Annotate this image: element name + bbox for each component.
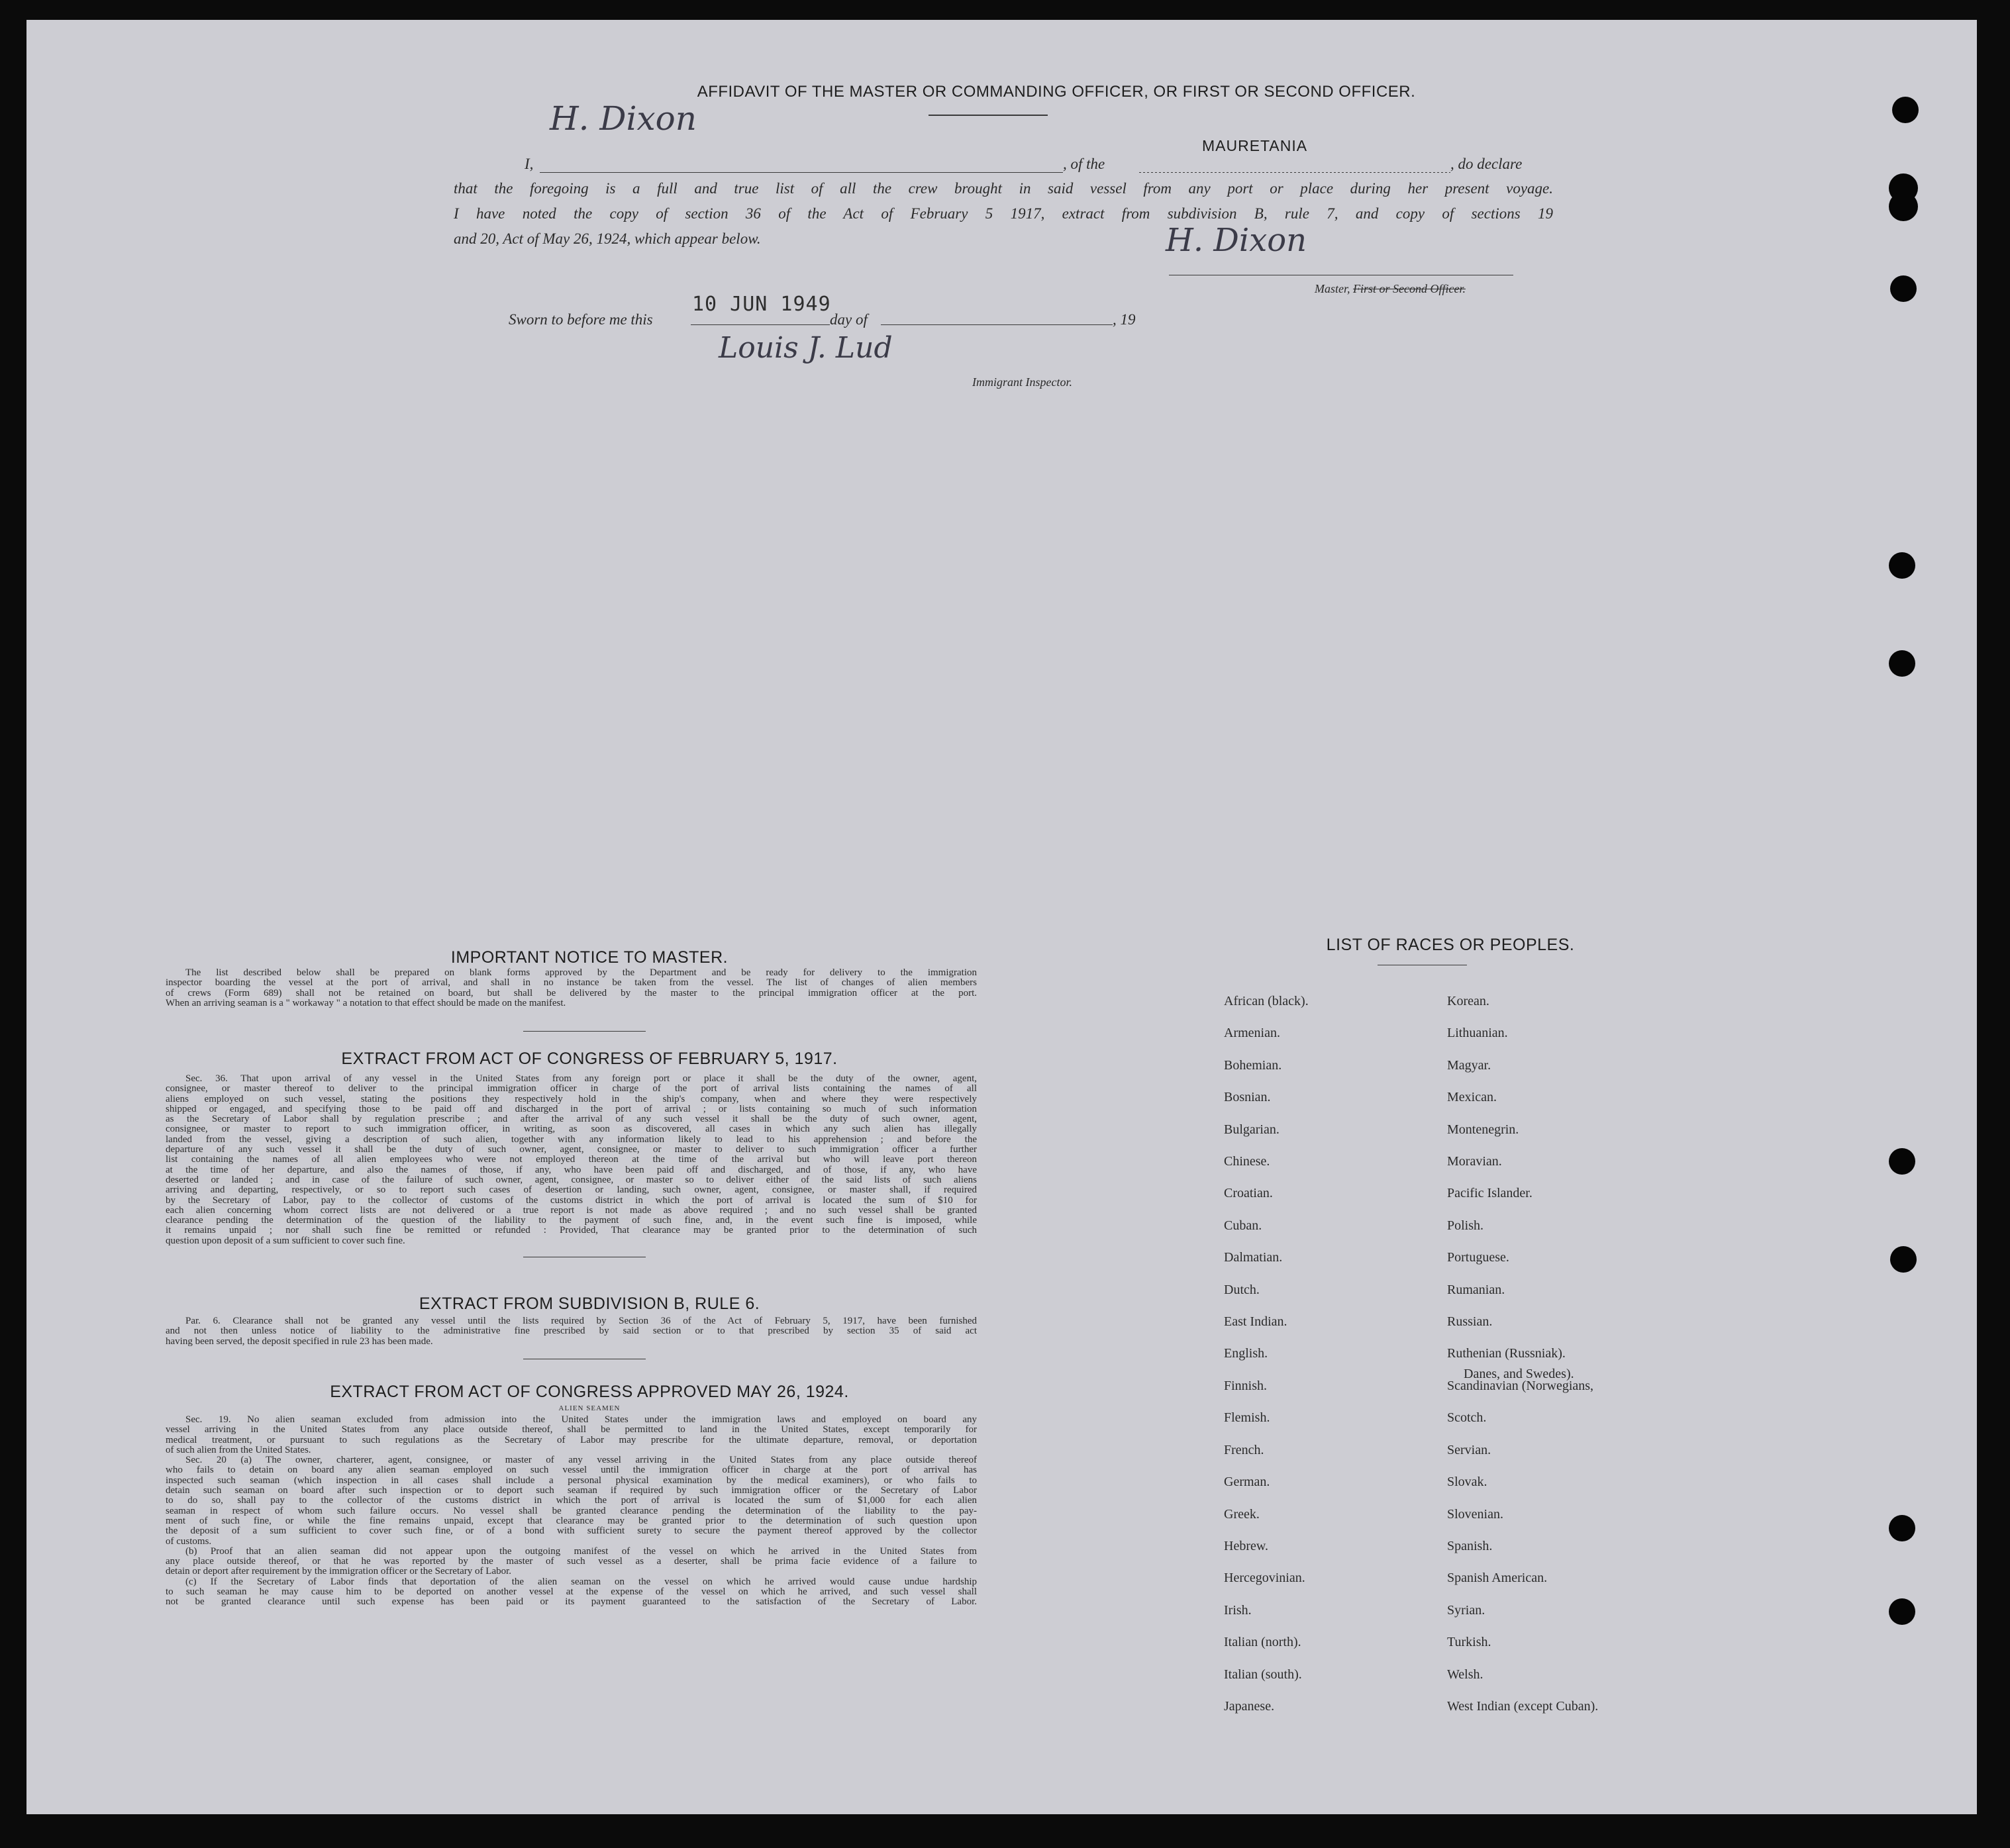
race-item: Pacific Islander. [1447,1186,1533,1201]
extract-1924-line: of customs. [166,1535,212,1547]
race-item: Slovenian. [1447,1506,1503,1522]
race-item: Rumanian. [1447,1282,1505,1297]
subdivision-body [166,1316,977,1347]
master-signature: H. Dixon [1166,222,1307,259]
race-item: Welsh. [1447,1667,1483,1682]
notice-line: inspector boarding the vessel at the port of arrival, and shall in no instance be taken from the vessel. The list of changes of alien members [166,977,977,989]
notice-line: The list described below shall be prepared on blank forms approved by the Department and be ready for delivery to the immigration [185,967,977,978]
extract-1924-line: ment of such fine, or while the fine remains unpaid, except that clearance may be granted prior to the determination of such question upon [166,1515,977,1526]
race-item: Lithuanian. [1447,1026,1508,1041]
race-item: Japanese. [1224,1698,1275,1714]
master-struck-label: First or Second Officer. [1353,282,1466,295]
extract-1924-subtitle: ALIEN SEAMEN [558,1404,621,1412]
inspector-signature: Louis J. Lud [719,331,893,365]
extract-1917-line: by the Secretary of Labor, pay to the collector of customs of the customs district in which the port of arrival is located the sum of $10 for [166,1194,977,1206]
vessel-blank [1139,172,1450,173]
affidavit-heading: AFFIDAVIT OF THE MASTER OR COMMANDING OFFICER, OR FIRST OR SECOND OFFICER. [697,83,1416,101]
extract-1924-line: (b) Proof that an alien seaman did not appear upon the outgoing manifest of the vessel on which he arrived in the United States from [185,1545,977,1557]
extract-1917-line: deserted or landed ; and in case of the failure of such owner, agent, consignee, or master so to deliver either of the said lists of such aliens [166,1174,977,1185]
races-right-column [1447,985,1712,1722]
extract-1924-line: not be granted clearance until such expense has been paid or its payment guaranteed to the satisfaction of the Secretary of Labor. [166,1596,977,1608]
affidavit-line1-declare: , do declare [1450,156,1523,172]
notice-title: IMPORTANT NOTICE TO MASTER. [450,948,729,967]
extract-1924-line: of such alien from the United States. [166,1444,311,1455]
race-item: Croatian. [1224,1186,1273,1201]
race-item: Greek. [1224,1506,1260,1522]
extract-1924-line: detain such seaman on board after such inspection or to deport such seaman if required by such immigration officer or the Secretary of Labor [166,1485,977,1496]
extract-1917-line: it remains unpaid ; nor shall such fine be remitted or refunded : Provided, That clearance may be granted prior to the determination of such [166,1225,977,1236]
race-item: Chinese. [1224,1154,1270,1169]
race-item: Spanish American. [1447,1571,1548,1586]
handwritten-name: H. Dixon [550,99,697,138]
race-item: Bulgarian. [1224,1122,1280,1137]
race-item: Ruthenian (Russniak). [1447,1346,1566,1361]
extract-1917-line: question upon deposit of a sum sufficient to cover such fine. [166,1235,405,1246]
binder-hole [1889,192,1918,221]
affidavit-line1-i: I, [525,156,534,172]
vessel-name: MAURETANIA [1202,137,1308,154]
race-item: Russian. [1447,1314,1493,1330]
race-item: Montenegrin. [1447,1122,1519,1137]
extract-1917-line: aliens employed on such vessel, stating the positions they respectively hold in the ship's company, when and where they were respectively [166,1093,977,1104]
extract-1917-line: clearance pending the determination of the question of the liability to the payment of such fine, and, in the event such fine is imposed, while [166,1215,977,1226]
extract-1917-line: at the time of her departure, and also the names of those, if any, who have been paid off and discharged, and of those, if any, who have [166,1164,977,1175]
extract-1924-title: EXTRACT FROM ACT OF CONGRESS APPROVED MAY 26, 1924. [330,1383,849,1401]
race-item: French. [1224,1442,1264,1457]
race-item: Polish. [1447,1218,1484,1233]
extract-1924-line: Sec. 20 (a) The owner, charterer, agent, consignee, or master of any vessel arriving in the United States from any place outside thereof [185,1455,977,1466]
extract-1917-body [166,1074,977,1246]
subdivision-title: EXTRACT FROM SUBDIVISION B, RULE 6. [419,1294,760,1313]
race-item: Bosnian. [1224,1090,1271,1105]
race-item: Slovak. [1447,1475,1487,1490]
race-item: Scandinavian (Norwegians, [1447,1378,1594,1393]
races-left-column [1224,985,1423,1722]
race-item-continuation: Danes, and Swedes). [1464,1367,1574,1381]
race-item: Spanish. [1447,1538,1493,1553]
affidavit-line1-of-the: , of the [1063,156,1105,172]
subdivision-line: Par. 6. Clearance shall not be granted any vessel until the lists required by Section 36 of the Act of February 5, 1917, have been furnished [185,1316,977,1326]
sworn-year: , 19 [1113,311,1136,328]
race-item: East Indian. [1224,1314,1287,1330]
binder-hole [1889,552,1915,579]
race-item: Dalmatian. [1224,1250,1283,1265]
extract-1917-line: arriving and departing, respectively, or so to report such cases of desertion or landing, such owner, agent, consignee, or master shall, if required [166,1185,977,1196]
race-item: Italian (south). [1224,1667,1302,1682]
race-item: Cuban. [1224,1218,1262,1233]
extract-1917-line: list containing the names of all alien employees who were not employed thereon at the time of the arrival but who will leave port thereon [166,1154,977,1165]
race-item: Moravian. [1447,1154,1502,1169]
binder-hole [1890,275,1917,302]
extract-1924-line: any place outside thereof, or that he was reported by the master of such vessel as a deserter, shall be prima facie evidence of a failure to [166,1556,977,1567]
race-item: Finnish. [1224,1378,1268,1393]
heading-rule [929,115,1048,116]
race-item: Bohemian. [1224,1057,1282,1073]
extract-1924-body [166,1415,977,1608]
extract-1924-line: Sec. 19. No alien seaman excluded from admission into the United States under the immigration laws and employed on board any [185,1414,977,1425]
master-label: Master, [1315,282,1350,295]
extract-1917-line: consignee, or master thereof to deliver to the principal immigration officer in charge of the port of arrival lists containing the names of all [166,1083,977,1094]
binder-hole [1889,1598,1915,1625]
race-item: Scotch. [1447,1410,1487,1426]
race-item: Flemish. [1224,1410,1270,1426]
binder-hole [1890,1246,1917,1273]
subdivision-line: having been served, the deposit specified in rule 23 has been made. [166,1336,433,1347]
extract-1924-line: detain or deport after requirement by the immigration officer or the Secretary of Labor. [166,1566,512,1577]
extract-1924-line: inspected such seaman (which inspection in all cases shall include a personal physical examination by the medical examiners), or who fails to [166,1475,977,1486]
race-item: German. [1224,1475,1270,1490]
affidavit-line3: I have noted the copy of section 36 of the Act of February 5 1917, extract from subdivision B, rule 7, and copy of sections 19 [454,205,1553,222]
extract-1917-line: departure of any such vessel it shall be the duty of such owner, agent, consignee, or master to deliver to such immigration officer a further [166,1144,977,1155]
race-item: Hebrew. [1224,1538,1269,1553]
extract-1924-line: who fails to detain on board any alien seaman employed on such vessel until the immigration officer in charge at the port of arrival has [166,1465,977,1476]
race-item: Irish. [1224,1602,1252,1618]
inspector-label: Immigrant Inspector. [972,375,1072,389]
extract-1924-line: (c) If the Secretary of Labor finds that deportation of the alien seaman on the vessel on which he arrived would cause undue hardship [185,1576,977,1587]
binder-hole [1889,1148,1915,1175]
race-item: Mexican. [1447,1090,1497,1105]
day-blank [691,324,830,325]
subdivision-line: and not then unless notice of liability to the administrative fine prescribed by said section or to that prescribed by section 35 of said act [166,1326,977,1337]
race-item: Korean. [1447,994,1489,1008]
extract-1917-title: EXTRACT FROM ACT OF CONGRESS OF FEBRUARY 5, 1917. [341,1049,838,1068]
race-item: Magyar. [1447,1057,1491,1073]
races-title: LIST OF RACES OR PEOPLES. [1326,936,1575,954]
race-item: Hercegovinian. [1224,1571,1305,1586]
extract-1924-line: the deposit of a sum sufficient to cover such fine, or of a bond with sufficient surety to secure the payment thereof approved by the collector [166,1526,977,1537]
binder-hole [1889,1515,1915,1541]
extract-1917-line: consignee, or master to report to such immigration officer, in writing, as soon as discovered, all cases in which any such alien has illegally [166,1124,977,1135]
master-label-group [1315,282,1466,296]
race-item: Syrian. [1447,1602,1485,1618]
extract-1917-line: shipped or engaged, and specifying those to be paid off and discharged in the port of arrival ; or lists containing so much of such information [166,1103,977,1114]
binder-hole [1889,650,1915,677]
race-item: Italian (north). [1224,1635,1301,1650]
affidavit-line2: that the foregoing is a full and true list of all the crew brought in said vessel from any port or place during her present voyage. [454,180,1553,197]
date-stamp: 10 JUN 1949 [692,293,831,316]
extract-1924-line: medical treatment, or pursuant to such regulations as the Secretary of Labor may prescribe for the ultimate departure, removal, or deportation [166,1434,977,1445]
race-item: Servian. [1447,1442,1491,1457]
month-blank [881,324,1113,325]
race-item: English. [1224,1346,1268,1361]
binder-hole [1892,97,1919,123]
extract-1917-line: as the Secretary of Labor shall by regulation prescribe ; and after the arrival of any such vessel it shall be the duty of such owner, agent, [166,1114,977,1125]
race-item: Armenian. [1224,1026,1280,1041]
race-item: Dutch. [1224,1282,1260,1297]
notice-body [166,968,977,1008]
race-item: African (black). [1224,994,1309,1008]
document-page [26,20,1977,1814]
extract-1924-line: seaman in respect of whom such failure occurs. No vessel shall be granted clearance pending the determination of the liability to the pay- [166,1505,977,1516]
extract-1917-line: Sec. 36. That upon arrival of any vessel in the United States from any foreign port or place it shall be the duty of the owner, agent, [185,1073,977,1084]
notice-line: of crews (Form 689) shall not be retained on board, but shall be delivered by the master to the principal immigration officer at the port. [166,987,977,998]
name-blank [540,172,1063,173]
extract-1917-line: each alien concerning whom correct lists are not delivered or a true report is not made as above required ; and no such vessel shall be granted [166,1204,977,1216]
extract-1924-line: to do so, shall pay to the collector of the customs district in which the port of arrival is located the sum of $1,000 for each alien [166,1495,977,1506]
sworn-prefix: Sworn to before me this [509,311,653,328]
race-item: West Indian (except Cuban). [1447,1698,1599,1714]
notice-rule [523,1031,646,1032]
extract-1924-line: to such seaman he may cause him to be deported on another vessel at the expense of the vessel on which he arrived, and such vessel shall [166,1586,977,1598]
affidavit-line4: and 20, Act of May 26, 1924, which appear below. [454,230,761,247]
race-item: Portuguese. [1447,1250,1509,1265]
sworn-day-of: day of [830,311,868,328]
race-item: Turkish. [1447,1635,1491,1650]
notice-line: When an arriving seaman is a " workaway " a notation to that effect should be made on the manifest. [166,997,566,1008]
extract-1924-line: vessel arriving in the United States from any place outside thereof, shall be permitted to land in the United States, except temporarily for [166,1424,977,1435]
extract-1917-line: landed from the vessel, giving a description of such alien, together with any information likely to lead to his apprehension ; and before the [166,1134,977,1145]
